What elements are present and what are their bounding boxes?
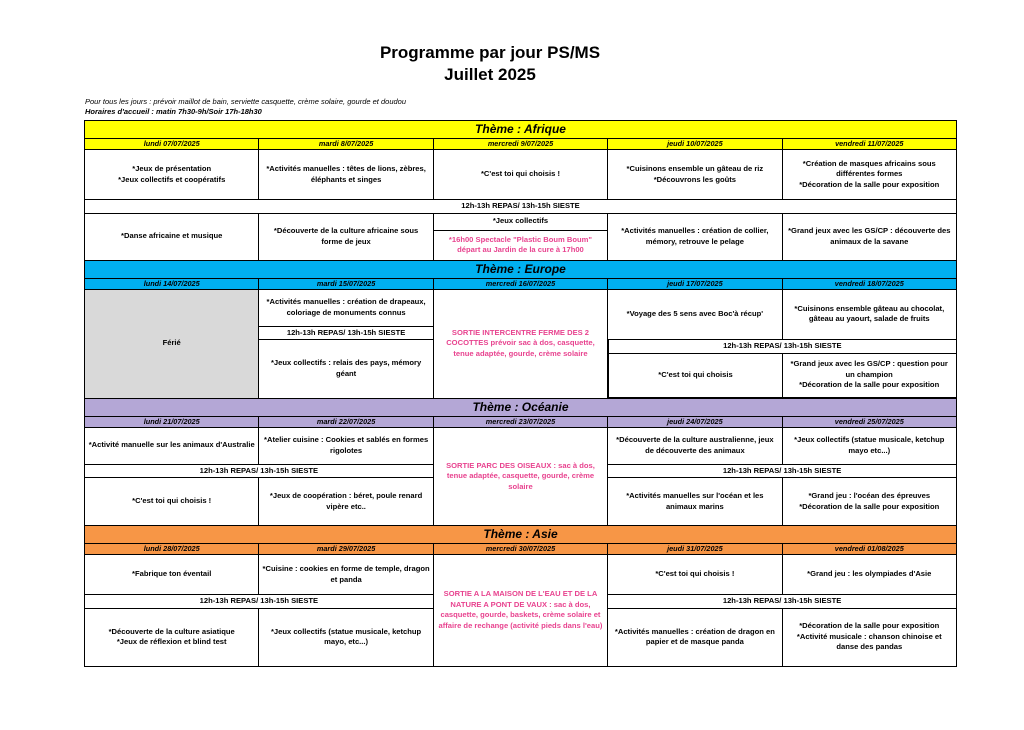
repas-cell: 12h-13h REPAS/ 13h-15h SIESTE <box>85 464 434 478</box>
day-header: mercredi 30/07/2025 <box>433 544 607 555</box>
activity-cell: *C'est toi qui choisis <box>609 353 783 397</box>
morning-row <box>85 289 957 326</box>
day-header: lundi 14/07/2025 <box>85 278 259 289</box>
repas-row <box>85 200 957 214</box>
activity-cell: *Découverte de la culture asiatique *Jeux de réflexion et blind test <box>85 608 259 666</box>
outing-cell: SORTIE INTERCENTRE FERME DES 2 COCOTTES prévoir sac à dos, casquette, tenue adaptée, gourde, crème solaire <box>433 289 607 398</box>
activity-cell: *Décoration de la salle pour exposition *Activité musicale : chanson chinoise et danse des pandas <box>782 608 956 666</box>
morning-row <box>85 427 957 464</box>
day-header: lundi 28/07/2025 <box>85 544 259 555</box>
activity-cell: *Activités manuelles : création de collier, mémory, retrouve le pelage <box>608 213 782 260</box>
theme-row <box>85 121 957 139</box>
day-header: vendredi 25/07/2025 <box>782 416 956 427</box>
page-header <box>0 42 980 86</box>
theme-row <box>85 260 957 278</box>
note-line: Pour tous les jours : prévoir maillot de bain, serviette casquette, crème solaire, gourde et doudou <box>85 97 407 106</box>
activity-cell: *Activités manuelles sur l'océan et les animaux marins <box>608 478 782 526</box>
day-header: jeudi 17/07/2025 <box>608 278 782 289</box>
outing-cell: SORTIE PARC DES OISEAUX : sac à dos, tenue adaptée, casquette, gourde, crème solaire <box>433 427 607 526</box>
day-header: mercredi 9/07/2025 <box>433 139 607 150</box>
split-table <box>608 340 956 398</box>
theme-row <box>85 526 957 544</box>
activity-cell: *Cuisinons ensemble un gâteau de riz *Découvrons les goûts <box>608 150 782 200</box>
repas-cell: 12h-13h REPAS/ 13h-15h SIESTE <box>259 326 433 340</box>
day-header: vendredi 18/07/2025 <box>782 278 956 289</box>
activity-cell: *Activités manuelles : création de dragon en papier et de masque panda <box>608 608 782 666</box>
activity-cell: *Création de masques africains sous différentes formes *Décoration de la salle pour exposition <box>782 150 956 200</box>
days-row <box>85 544 957 555</box>
theme-title: Thème : Asie <box>85 526 957 544</box>
day-header: mercredi 23/07/2025 <box>433 416 607 427</box>
day-header: jeudi 10/07/2025 <box>608 139 782 150</box>
repas-cell: 12h-13h REPAS/ 13h-15h SIESTE <box>609 340 956 353</box>
activity-cell: *Atelier cuisine : Cookies et sablés en formes rigolotes <box>259 427 433 464</box>
split-cell <box>608 340 957 399</box>
activity-cell: *Grand jeux avec les GS/CP : découverte des animaux de la savane <box>782 213 956 260</box>
day-header: mardi 15/07/2025 <box>259 278 433 289</box>
afternoon-row <box>85 213 957 230</box>
activity-cell: *Jeux collectifs : relais des pays, mémory géant <box>259 340 433 399</box>
activity-cell: *Activités manuelles : création de drapeaux, coloriage de monuments connus <box>259 289 433 326</box>
activity-cell: *Découverte de la culture australienne, jeux de découverte des animaux <box>608 427 782 464</box>
day-header: vendredi 01/08/2025 <box>782 544 956 555</box>
activity-cell: *Jeux collectifs (statue musicale, ketchup mayo etc...) <box>782 427 956 464</box>
activity-cell: *C'est toi qui choisis ! <box>85 478 259 526</box>
activity-cell: *Jeux de présentation *Jeux collectifs et coopératifs <box>85 150 259 200</box>
day-header: mardi 29/07/2025 <box>259 544 433 555</box>
days-row <box>85 139 957 150</box>
activity-cell: *Jeux collectifs (statue musicale, ketchup mayo, etc...) <box>259 608 433 666</box>
activity-cell: *Jeux collectifs <box>433 213 607 230</box>
theme-title: Thème : Europe <box>85 260 957 278</box>
notes <box>85 97 406 117</box>
schedule-table <box>84 120 957 667</box>
page-subtitle: Juillet 2025 <box>444 65 536 84</box>
day-header: vendredi 11/07/2025 <box>782 139 956 150</box>
activity-cell: *Jeux de coopération : béret, poule renard vipère etc.. <box>259 478 433 526</box>
activity-cell: *Découverte de la culture africaine sous forme de jeux <box>259 213 433 260</box>
repas-cell: 12h-13h REPAS/ 13h-15h SIESTE <box>608 595 957 609</box>
ferie-cell: Férié <box>85 289 259 398</box>
theme-title: Thème : Afrique <box>85 121 957 139</box>
activity-cell: *Danse africaine et musique <box>85 213 259 260</box>
repas-cell: 12h-13h REPAS/ 13h-15h SIESTE <box>85 200 957 214</box>
day-header: jeudi 24/07/2025 <box>608 416 782 427</box>
activity-cell: *Voyage des 5 sens avec Boc'à récup' <box>608 289 782 340</box>
repas-cell: 12h-13h REPAS/ 13h-15h SIESTE <box>608 464 957 478</box>
day-header: jeudi 31/07/2025 <box>608 544 782 555</box>
theme-title: Thème : Océanie <box>85 398 957 416</box>
activity-cell: *Grand jeux avec les GS/CP : question pour un champion *Décoration de la salle pour exposition <box>782 353 956 397</box>
morning-row <box>85 555 957 595</box>
activity-cell: *C'est toi qui choisis ! <box>433 150 607 200</box>
spectacle-cell: *16h00 Spectacle "Plastic Boum Boum" départ au Jardin de la cure à 17h00 <box>433 230 607 260</box>
activity-cell: *Grand jeu : l'océan des épreuves *Décoration de la salle pour exposition <box>782 478 956 526</box>
day-header: mercredi 16/07/2025 <box>433 278 607 289</box>
hours-line: Horaires d'accueil : matin 7h30-9h/Soir 17h-18h30 <box>85 107 262 116</box>
activity-cell: *Cuisinons ensemble gâteau au chocolat, gâteau au yaourt, salade de fruits <box>782 289 956 340</box>
activity-cell: *C'est toi qui choisis ! <box>608 555 782 595</box>
day-header: lundi 07/07/2025 <box>85 139 259 150</box>
page-title: Programme par jour PS/MS <box>379 43 601 62</box>
day-header: lundi 21/07/2025 <box>85 416 259 427</box>
morning-row <box>85 150 957 200</box>
activity-cell: *Activité manuelle sur les animaux d'Australie <box>85 427 259 464</box>
outing-cell: SORTIE A LA MAISON DE L'EAU ET DE LA NATURE A PONT DE VAUX : sac à dos, casquette, gourde, baskets, crème solaire et affaire de rechange (activité pieds dans l'eau) <box>433 555 607 667</box>
repas-cell: 12h-13h REPAS/ 13h-15h SIESTE <box>85 595 434 609</box>
days-row <box>85 416 957 427</box>
activity-cell: *Fabrique ton éventail <box>85 555 259 595</box>
day-header: mardi 22/07/2025 <box>259 416 433 427</box>
theme-row <box>85 398 957 416</box>
activity-cell: *Grand jeu : les olympiades d'Asie <box>782 555 956 595</box>
activity-cell: *Activités manuelles : têtes de lions, zèbres, éléphants et singes <box>259 150 433 200</box>
day-header: mardi 8/07/2025 <box>259 139 433 150</box>
days-row <box>85 278 957 289</box>
activity-cell: *Cuisine : cookies en forme de temple, dragon et panda <box>259 555 433 595</box>
